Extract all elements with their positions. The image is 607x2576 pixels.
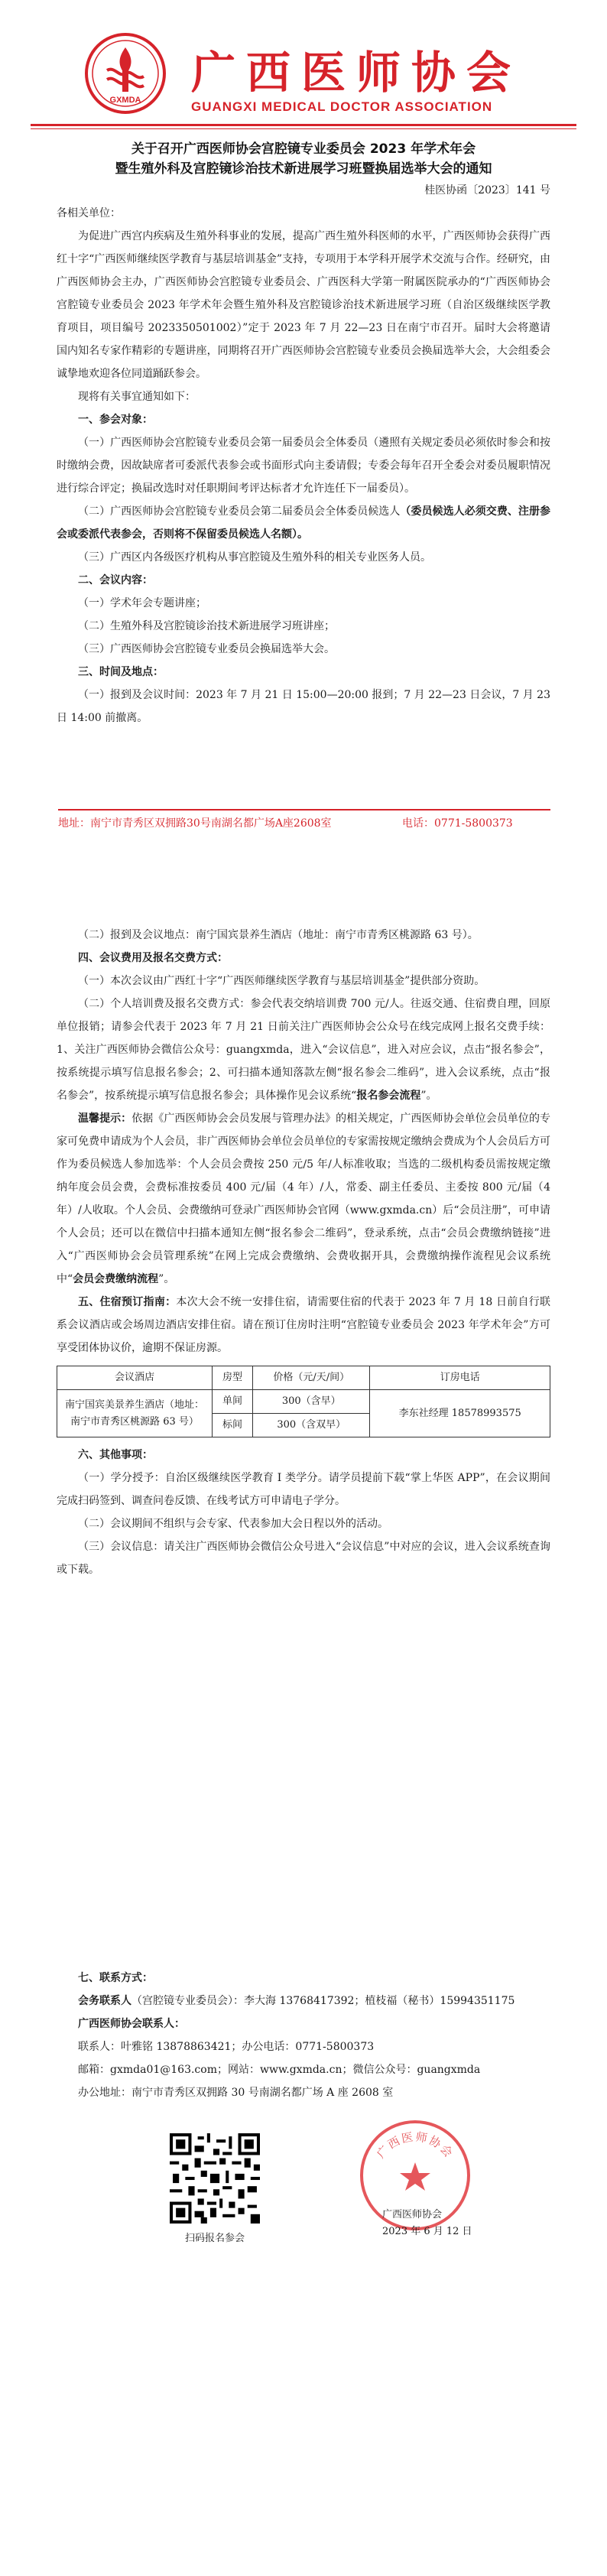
table-header-row <box>57 1366 550 1390</box>
section-heading-2: 二、会议内容： <box>78 574 153 586</box>
contact-1-label: 会务联系人 <box>78 1995 131 2007</box>
th-price: 价格（元/天/间） <box>253 1366 370 1390</box>
hotel-table <box>57 1366 550 1437</box>
body-section-2 <box>57 924 550 1581</box>
fee-item-1: （一）本次会议由广西红十字“广西医师继续医学教育与基层培训基金”提供部分资助。 <box>78 975 485 987</box>
th-phone: 订房电话 <box>370 1366 550 1390</box>
attendee-item-2-bold: （委员候选人必须交费、注册参会或委派代表参会，否则将不保留委员候选人名额）。 <box>57 505 551 541</box>
lodging-paragraph <box>57 1291 550 1359</box>
content-item-2: （二）生殖外科及宫腔镜诊治技术新进展学习班讲座； <box>78 620 335 632</box>
intro-paragraph: 为促进广西宫内疾病及生殖外科事业的发展，提高广西生殖外科医师的水平，广西医师协会获得广西红十字“广西医师继续医学教育与基层培训基金”支持，专项用于本学科开展学术交流与合作。经研究，由广西医师协会主办，广西医师协会宫腔镜专业委员会、广西医科大学第一附属医院承办的“广西医师协会宫腔镜专业委员会 2023 年学术年会暨生殖外科及宫腔镜诊治技术新进展学习班（自治区级继续医学教育项目，项目编号 2023350501002）”定于 2023 年 7 月 22—23 日在南宁市召开。届时大会将邀请国内知名专家作精彩的专题讲座，同期将召开广西医师协会宫腔镜专业委员会换届选举大会，大会组委会诚挚地欢迎各位同道踊跃参会。 <box>57 230 550 380</box>
doc-number: 桂医协函〔2023〕141 号 <box>424 184 550 197</box>
signature-org: 广西医师协会 <box>382 2209 443 2220</box>
signature-date: 2023 年 6 月 12 日 <box>382 2226 472 2237</box>
org-name-en: GUANGXI MEDICAL DOCTOR ASSOCIATION <box>191 99 493 114</box>
section-heading-7: 七、联系方式： <box>78 1972 153 1984</box>
fee-item-2: （二）个人培训费及报名交费方式：参会代表交纳培训费 700 元/人。往返交通、住宿费自理，回原单位报销；请参会代表于 2023 年 7 月 21 日前关注广西医师协会公众号在线完成网上报名交费手续：1、关注广西医师协会微信公众号：guangxmda，进入“会议信息”，进入对应会议，点击“报名参会”，按系统提示填写信息报名参会；2、可扫描本通知落款左侧“报名参会二维码”，进入会议系统，点击“报名参会”，按系统提示填写信息报名参会；具体操作见会议系统“报名参会流程”。 <box>57 998 550 1102</box>
other-item-2: （二）会议期间不组织与会专家、代表参加大会日程以外的活动。 <box>78 1518 388 1530</box>
attendee-item-2-text: （二）广西医师协会宫腔镜专业委员会第二届委员会全体委员候选人 <box>78 505 401 518</box>
bold-phrase: 报名参会流程 <box>356 1090 421 1102</box>
hotel-name-cell: 南宁国宾美景养生酒店（地址：南宁市青秀区桃源路 63 号） <box>57 1390 213 1437</box>
header-rule-thin <box>31 128 576 129</box>
attendee-item-2 <box>57 500 550 546</box>
lodging-label: 五、住宿预订指南： <box>78 1296 177 1308</box>
contact-1-text: （宫腔镜专业委员会）：李大海 13768417392；植枝福（秘书）15994351175 <box>131 1995 515 2007</box>
contact-line-4: 办公地址：南宁市青秀区双拥路 30 号南湖名都广场 A 座 2608 室 <box>78 2087 394 2099</box>
svg-text:广西医师协会 <box>374 2129 456 2161</box>
contact-line-3: 邮箱：gxmda01@163.com；网站：www.gxmda.cn；微信公众号：guangxmda <box>78 2064 481 2076</box>
time-item-1: （一）报到及会议时间：2023 年 7 月 21 日 15:00—20:00 报到；7 月 22—23 日会议，7 月 23 日 14:00 前撤离。 <box>57 689 550 724</box>
content-item-3: （三）广西医师协会宫腔镜专业委员会换届选举大会。 <box>78 643 335 655</box>
association-logo-icon <box>84 32 167 115</box>
attendee-item-1: （一）广西医师协会宫腔镜专业委员会第一届委员会全体委员（遴照有关规定委员必须依时参会和按时缴纳会费，因故缺席者可委派代表参会或书面形式向主委请假；专委会每年召开全委会对委员履职情况进行综合评定；换届改选时对任职期间考评达标者才允许连任下一届委员）。 <box>57 437 550 495</box>
room-type-cell: 标间 <box>213 1414 253 1437</box>
table-row <box>57 1390 550 1414</box>
lodging-text: 本次大会不统一安排住宿，请需要住宿的代表于 2023 年 7 月 18 日前自行联系会议酒店或会场周边酒店安排住宿。请在预订住房时注明“宫腔镜专业委员会 2023 年学术年会”方可享受团体协议价，逾期不保证房源。 <box>57 1296 550 1354</box>
salutation: 各相关单位： <box>57 207 121 219</box>
page-footer-address <box>58 809 550 833</box>
content-item-1: （一）学术年会专题讲座； <box>78 597 206 609</box>
price-cell: 300（含双早） <box>253 1414 370 1437</box>
doc-title-line1: 关于召开广西医师协会宫腔镜专业委员会 2023 年学术年会 <box>131 141 476 157</box>
section-heading-6: 六、其他事项： <box>78 1449 153 1461</box>
bold-phrase: 会员会费缴纳流程 <box>73 1273 159 1285</box>
qr-label: 扫码报名参会 <box>184 2233 245 2244</box>
body-section-1 <box>57 202 550 729</box>
footer-phone: 电话：0771-5800373 <box>402 817 513 830</box>
org-name-cn: 广西医师协会 <box>191 47 522 99</box>
other-item-1: （一）学分授予：自治区级继续医学教育 I 类学分。请学员提前下载“掌上华医 APP”，在会议期间完成扫码签到、调查问卷反馈、在线考试方可申请电子学分。 <box>57 1472 550 1507</box>
section-heading-4: 四、会议费用及报名交费方式： <box>78 952 228 964</box>
contact-line-2-label: 广西医师协会联系人： <box>78 2018 185 2030</box>
th-room: 房型 <box>213 1366 253 1390</box>
contact-line-2: 联系人：叶雅铭 13878863421；办公电话：0771-5800373 <box>78 2041 375 2053</box>
seal-text: 广西医师协会 <box>374 2129 456 2162</box>
intro-lead: 现将有关事宜通知如下： <box>78 391 196 403</box>
signature-block <box>382 2207 472 2240</box>
reminder-label: 温馨提示： <box>78 1113 132 1125</box>
letterhead <box>84 29 543 119</box>
contact-section <box>57 1967 550 2104</box>
attendee-item-3: （三）广西区内各级医疗机构从事宫腔镜及生殖外科的相关专业医务人员。 <box>78 551 431 564</box>
contact-line-1 <box>57 1990 550 2012</box>
reminder-paragraph <box>57 1107 550 1291</box>
booking-phone-cell: 李东社经理 18578993575 <box>370 1390 550 1437</box>
header-rule-thick <box>31 124 576 126</box>
section-heading-3: 三、时间及地点： <box>78 666 164 678</box>
venue-item: （二）报到及会议地点：南宁国宾景养生酒店（地址：南宁市青秀区桃源路 63 号）。 <box>78 929 479 941</box>
logo-text: GXMDA <box>109 96 141 105</box>
registration-qr-code-icon[interactable] <box>170 2133 260 2224</box>
room-type-cell: 单间 <box>213 1390 253 1414</box>
other-item-3: （三）会议信息：请关注广西医师协会微信公众号进入“会议信息”中对应的会议，进入会议系统查询或下载。 <box>57 1541 550 1576</box>
footer-address: 地址：南宁市青秀区双拥路30号南湖名都广场A座2608室 <box>58 817 332 830</box>
section-heading-1: 一、参会对象： <box>78 414 153 426</box>
reminder-text: 依据《广西医师协会会员发展与管理办法》的相关规定，广西医师协会单位会员单位的专家可免费申请成为个人会员，非广西医师协会单位会员单位的专家需按规定缴纳会费成为个人会员后方可作为委员候选人参加选举：个人会员会费按 250 元/5 年/人标准收取；当选的二级机构委员需按规定缴纳年度会员会费，会费标准按委员 400 元/届（4 年）/人，常委、副主任委员、主委按 800 元/届（4 年）/人收取。个人会员、会费缴纳可登录广西医师协会官网（www.gxmda.cn）后“会员注册”，可申请个人会员；还可以在微信中扫描本通知左侧“报名参会二维码”，登录系统，点击“会员会费缴纳链接”进入“广西医师协会会员管理系统”在网上完成会费缴纳、会费收据开具，会费缴纳操作流程见会议系统中“会员会费缴纳流程”。 <box>57 1113 550 1285</box>
th-hotel: 会议酒店 <box>57 1366 213 1390</box>
doc-title-line2: 暨生殖外科及宫腔镜诊治技术新进展学习班暨换届选举大会的通知 <box>115 161 492 177</box>
price-cell: 300（含早） <box>253 1390 370 1414</box>
